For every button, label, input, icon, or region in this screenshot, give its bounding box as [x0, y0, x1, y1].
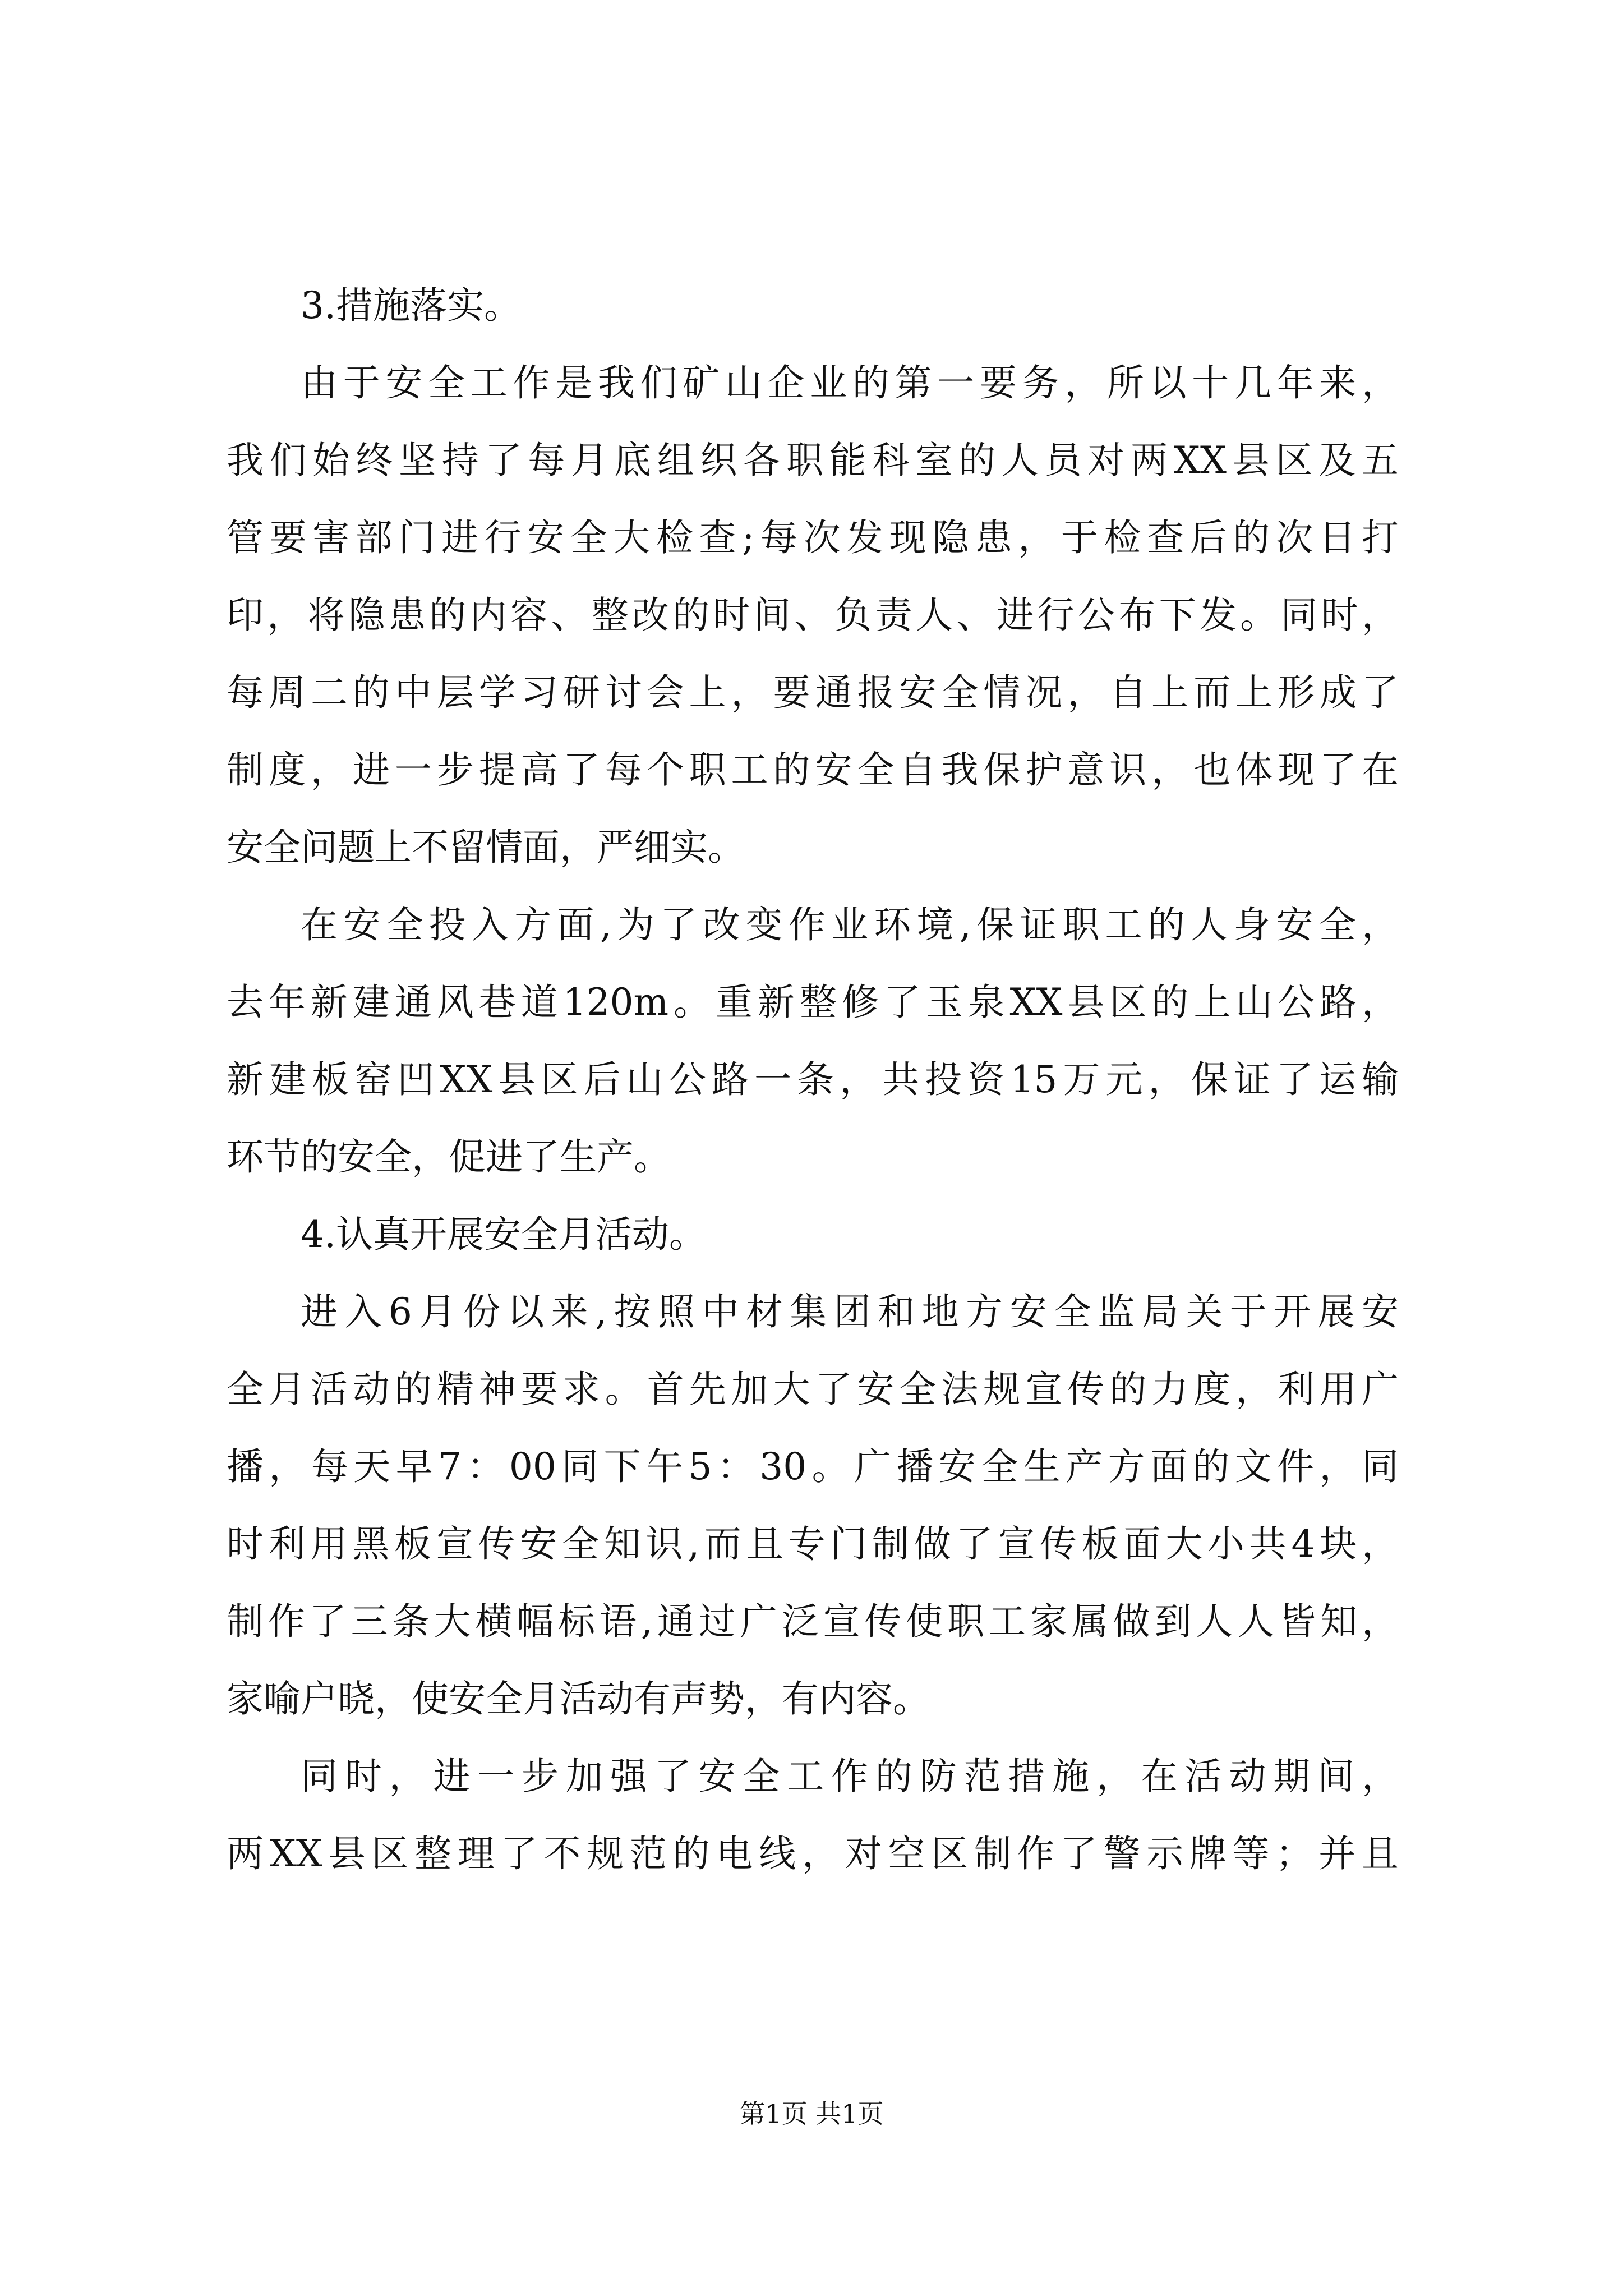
paragraph-line: 印，将隐患的内容、整改的时间、负责人、进行公布下发。同时，: [227, 593, 1399, 637]
paragraph-line: 每周二的中层学习研讨会上，要通报安全情况，自上而上形成了: [227, 671, 1399, 714]
paragraph-line: 时利用黑板宣传安全知识,而且专门制做了宣传板面大小共4块，: [227, 1522, 1399, 1566]
paragraph-line: 管要害部门进行安全大检查;每次发现隐患，于检查后的次日打: [227, 516, 1399, 559]
paragraph-line: 家喻户晓，使安全月活动有声势，有内容。: [227, 1677, 930, 1720]
paragraph-line: 安全问题上不留情面，严细实。: [227, 826, 745, 869]
section-heading-4: 4.认真开展安全月活动。: [301, 1213, 706, 1256]
paragraph-line: 新建板窑凹XX县区后山公路一条，共投资15万元，保证了运输: [227, 1058, 1399, 1101]
paragraph-line: 两XX县区整理了不规范的电线，对空区制作了警示牌等；并且: [227, 1832, 1399, 1875]
paragraph-line: 制度，进一步提高了每个职工的安全自我保护意识，也体现了在: [227, 748, 1399, 792]
document-body: [227, 267, 1399, 1893]
paragraph-line: 在安全投入方面,为了改变作业环境,保证职工的人身安全，: [301, 903, 1399, 946]
section-heading-3: 3.措施落实。: [301, 284, 521, 327]
paragraph-line: 环节的安全，促进了生产。: [227, 1135, 671, 1179]
paragraph-line: 我们始终坚持了每月底组织各职能科室的人员对两XX县区及五: [227, 439, 1399, 482]
paragraph-line: 去年新建通风巷道120m。重新整修了玉泉XX县区的上山公路，: [227, 981, 1399, 1024]
paragraph-line: 同时，进一步加强了安全工作的防范措施，在活动期间，: [301, 1755, 1399, 1798]
paragraph-line: 播，每天早7：00同下午5：30。广播安全生产方面的文件，同: [227, 1445, 1399, 1488]
paragraph-line: 进入6月份以来,按照中材集团和地方安全监局关于开展安: [301, 1290, 1399, 1333]
paragraph-line: 全月活动的精神要求。首先加大了安全法规宣传的力度，利用广: [227, 1368, 1399, 1411]
paragraph-line: 制作了三条大横幅标语,通过广泛宣传使职工家属做到人人皆知，: [227, 1600, 1399, 1643]
paragraph-line: 由于安全工作是我们矿山企业的第一要务，所以十几年来，: [301, 361, 1399, 404]
page-footer: 第1页 共1页: [739, 2099, 884, 2129]
